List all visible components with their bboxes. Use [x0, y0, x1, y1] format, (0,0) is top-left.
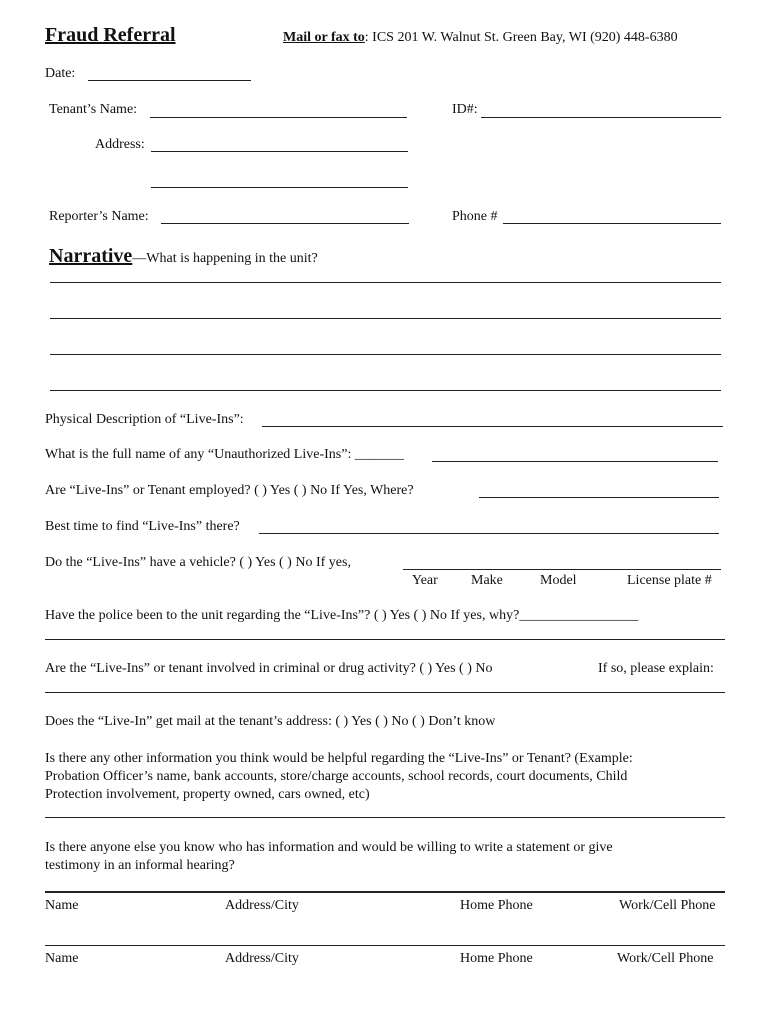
- vehicle-year-label: Year: [412, 573, 438, 588]
- narrative-line-1[interactable]: [50, 282, 721, 283]
- criminal-explain-field[interactable]: [45, 692, 725, 693]
- contact-home-phone-label-1: Home Phone: [460, 898, 533, 913]
- question-employed: Are “Live-Ins” or Tenant employed? ( ) Yes ( ) No If Yes, Where?: [45, 483, 414, 498]
- date-label: Date:: [45, 66, 76, 81]
- address-field-1[interactable]: [151, 151, 408, 152]
- vehicle-plate-label: License plate #: [627, 573, 712, 588]
- physical-description-field[interactable]: [262, 426, 723, 427]
- narrative-heading: [49, 245, 318, 268]
- question-vehicle: Do the “Live-Ins” have a vehicle? ( ) Yes ( ) No If yes,: [45, 555, 351, 570]
- question-mail: Does the “Live-In” get mail at the tenant’s address: ( ) Yes ( ) No ( ) Don’t know: [45, 714, 496, 729]
- reporter-name-label: Reporter’s Name:: [49, 209, 149, 224]
- question-other-info-3: Protection involvement, property owned, cars owned, etc): [45, 787, 370, 802]
- tenant-name-label: Tenant’s Name:: [49, 102, 138, 117]
- tenant-name-field[interactable]: [150, 117, 407, 118]
- narrative-line-2[interactable]: [50, 318, 721, 319]
- mail-address: ICS 201 W. Walnut St. Green Bay, WI (920) 448-6380: [372, 30, 678, 45]
- mail-sep: :: [364, 30, 369, 45]
- date-field[interactable]: [88, 80, 251, 81]
- vehicle-field[interactable]: [403, 569, 721, 570]
- phone-label: Phone #: [452, 209, 498, 224]
- employed-where-field[interactable]: [479, 497, 719, 498]
- narrative-prompt: —What is happening in the unit?: [132, 251, 318, 266]
- narrative-title: Narrative: [49, 245, 133, 267]
- id-field[interactable]: [481, 117, 721, 118]
- other-info-field[interactable]: [45, 817, 725, 818]
- vehicle-model-label: Model: [540, 573, 577, 588]
- vehicle-make-label: Make: [471, 573, 503, 588]
- best-time-field[interactable]: [259, 533, 719, 534]
- reporter-name-field[interactable]: [161, 223, 409, 224]
- mail-label: Mail or fax to: [283, 30, 365, 45]
- witness-divider: [45, 891, 725, 893]
- question-other-info-1: Is there any other information you think would be helpful regarding the “Live-Ins” or Tenant? (Example:: [45, 751, 633, 766]
- contact-name-label-2: Name: [45, 951, 79, 966]
- police-why-field[interactable]: [45, 639, 725, 640]
- question-witnesses-2: testimony in an informal hearing?: [45, 858, 235, 873]
- question-unauthorized-names: What is the full name of any “Unauthorized Live-Ins”: _______: [45, 447, 404, 462]
- contact-home-phone-label-2: Home Phone: [460, 951, 533, 966]
- narrative-line-4[interactable]: [50, 390, 721, 391]
- criminal-explain-label: If so, please explain:: [598, 661, 714, 676]
- narrative-line-3[interactable]: [50, 354, 721, 355]
- form-title: Fraud Referral: [45, 24, 176, 46]
- contact-address-label-2: Address/City: [225, 951, 299, 966]
- unauthorized-names-field[interactable]: [432, 461, 718, 462]
- contact-name-label-1: Name: [45, 898, 79, 913]
- mail-info: [283, 30, 678, 46]
- question-other-info-2: Probation Officer’s name, bank accounts, store/charge accounts, school records, court documents, Child: [45, 769, 628, 784]
- address-field-2[interactable]: [151, 187, 408, 188]
- contact-address-label-1: Address/City: [225, 898, 299, 913]
- id-label: ID#:: [452, 102, 478, 117]
- question-police: Have the police been to the unit regarding the “Live-Ins”? ( ) Yes ( ) No If yes, why?_________________: [45, 608, 639, 623]
- contact-work-phone-label-2: Work/Cell Phone: [617, 951, 714, 966]
- address-label: Address:: [95, 137, 145, 152]
- question-criminal: Are the “Live-Ins” or tenant involved in criminal or drug activity? ( ) Yes ( ) No: [45, 661, 493, 676]
- question-physical-description: Physical Description of “Live-Ins”:: [45, 412, 244, 427]
- contact-work-phone-label-1: Work/Cell Phone: [619, 898, 716, 913]
- question-witnesses-1: Is there anyone else you know who has information and would be willing to write a statement or give: [45, 840, 613, 855]
- contact-line-1[interactable]: [45, 945, 725, 946]
- question-best-time: Best time to find “Live-Ins” there?: [45, 519, 240, 534]
- phone-field[interactable]: [503, 223, 721, 224]
